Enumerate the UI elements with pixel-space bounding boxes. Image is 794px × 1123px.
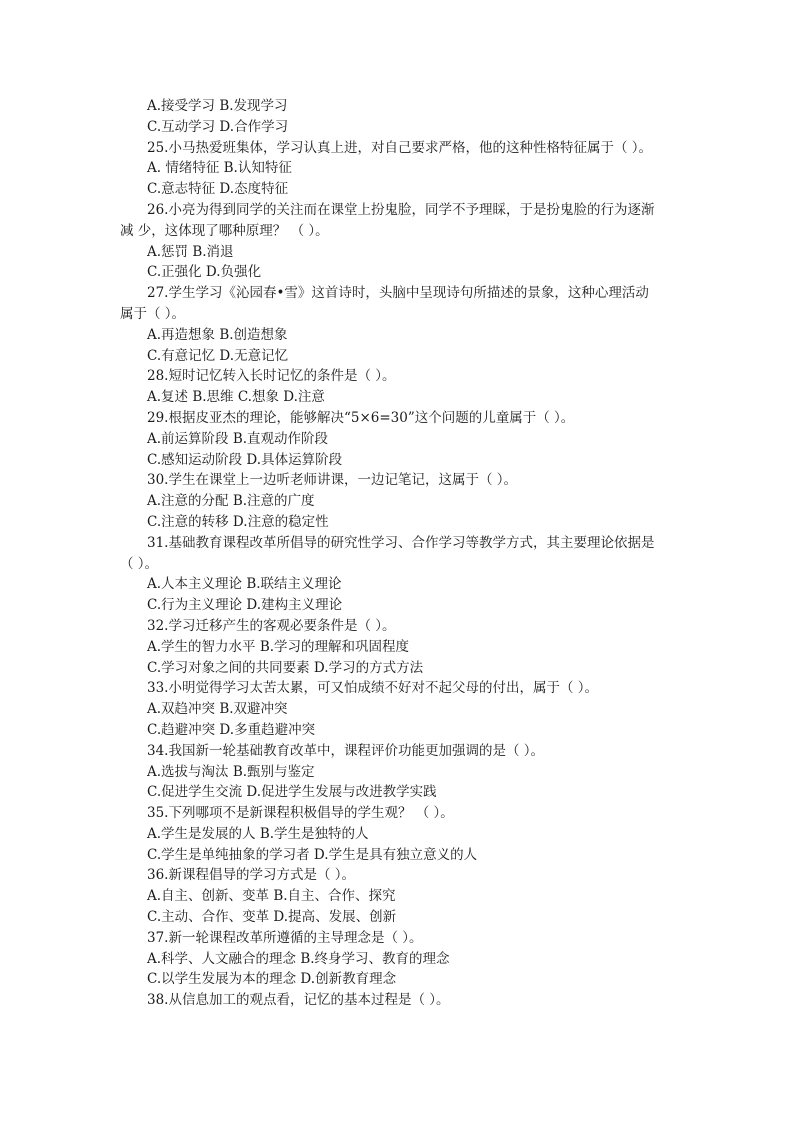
- text-line: 38.从信息加工的观点看，记忆的基本过程是（ ）。: [147, 992, 450, 1009]
- text-line: （ ）。: [120, 555, 159, 572]
- question-list: [120, 96, 680, 1011]
- text-line: C.以学生发展为本的理念 D.创新教育理念: [147, 971, 397, 988]
- text-line: C.促进学生交流 D.促进学生发展与改进教学实践: [147, 784, 437, 801]
- text-line: C.学生是单纯抽象的学习者 D.学生是具有独立意义的人: [147, 846, 478, 863]
- text-line: 属于（ ）。: [120, 305, 186, 322]
- text-line: A.科学、人文融合的理念 B.终身学习、教育的理念: [147, 950, 450, 967]
- text-line: 30.学生在课堂上一边听老师讲课，一边记笔记，这属于（ ）。: [147, 472, 518, 489]
- text-line: A.人本主义理论 B.联结主义理论: [147, 576, 342, 593]
- text-line: C.意志特征 D.态度特征: [147, 181, 289, 198]
- text-line: A.学生的智力水平 B.学习的理解和巩固程度: [147, 638, 410, 655]
- text-line: 37.新一轮课程改革所遵循的主导理念是（ ）。: [147, 929, 423, 946]
- text-line: A.前运算阶段 B.直观动作阶段: [147, 430, 329, 447]
- text-line: C.有意记忆 D.无意记忆: [147, 347, 289, 364]
- text-line: A.注意的分配 B.注意的广度: [147, 493, 315, 510]
- text-line: C.主动、合作、变革 D.提高、发展、创新: [147, 909, 397, 926]
- text-line: A.惩罚 B.消退: [147, 243, 234, 260]
- text-line: C.注意的转移 D.注意的稳定性: [147, 513, 329, 530]
- text-line: 28.短时记忆转入长时记忆的条件是（ ）。: [147, 368, 396, 385]
- text-line: A.自主、创新、变革 B.自主、合作、探究: [147, 888, 396, 905]
- text-line: 34.我国新一轮基础教育改革中，课程评价功能更加强调的是（ ）。: [147, 742, 545, 759]
- text-line: C.趋避冲突 D.多重趋避冲突: [147, 721, 316, 738]
- text-line: 25.小马热爱班集体，学习认真上进，对自己要求严格，他的这种性格特征属于（ ）。: [147, 139, 653, 156]
- text-line: A.学生是发展的人 B.学生是独特的人: [147, 825, 369, 842]
- text-line: A.复述 B.思维 C.想象 D.注意: [147, 389, 325, 406]
- text-line: 减 少，这体现了哪种原理？ （ ）。: [120, 222, 329, 239]
- text-line: C.学习对象之间的共同要素 D.学习的方式方法: [147, 659, 424, 676]
- text-line: 33.小明觉得学习太苦太累，可又怕成绩不好对不起父母的付出，属于（ ）。: [147, 680, 599, 697]
- text-line: 31.基础教育课程改革所倡导的研究性学习、合作学习等教学方式，其主要理论依据是: [147, 534, 655, 551]
- text-line: A.接受学习 B.发现学习: [147, 98, 288, 114]
- text-line: 32.学习迁移产生的客观必要条件是（ ）。: [147, 617, 396, 634]
- text-line: 27.学生学习《沁园春•雪》这首诗时，头脑中呈现诗句所描述的景象，这种心理活动: [147, 285, 649, 302]
- text-line: C.感知运动阶段 D.具体运算阶段: [147, 451, 343, 468]
- text-line: A. 情绪特征 B.认知特征: [147, 160, 292, 177]
- text-line: 35.下列哪项不是新课程积极倡导的学生观？ （ ）。: [147, 805, 454, 822]
- text-line: A.选拔与淘汰 B.甄别与鉴定: [147, 763, 315, 780]
- text-line: C.互动学习 D.合作学习: [147, 118, 289, 135]
- text-line: C.行为主义理论 D.建构主义理论: [147, 597, 343, 614]
- text-line: 29.根据皮亚杰的理论，能够解决“5×6=30”这个问题的儿童属于（ ）。: [147, 409, 575, 426]
- text-line: C.正强化 D.负强化: [147, 264, 262, 281]
- text-line: 26.小亮为得到同学的关注而在课堂上扮鬼脸，同学不予理睬，于是扮鬼脸的行为逐渐: [147, 201, 655, 218]
- text-line: A.双趋冲突 B.双避冲突: [147, 701, 288, 718]
- text-line: A.再造想象 B.创造想象: [147, 326, 288, 343]
- text-line: 36.新课程倡导的学习方式是（ ）。: [147, 867, 356, 884]
